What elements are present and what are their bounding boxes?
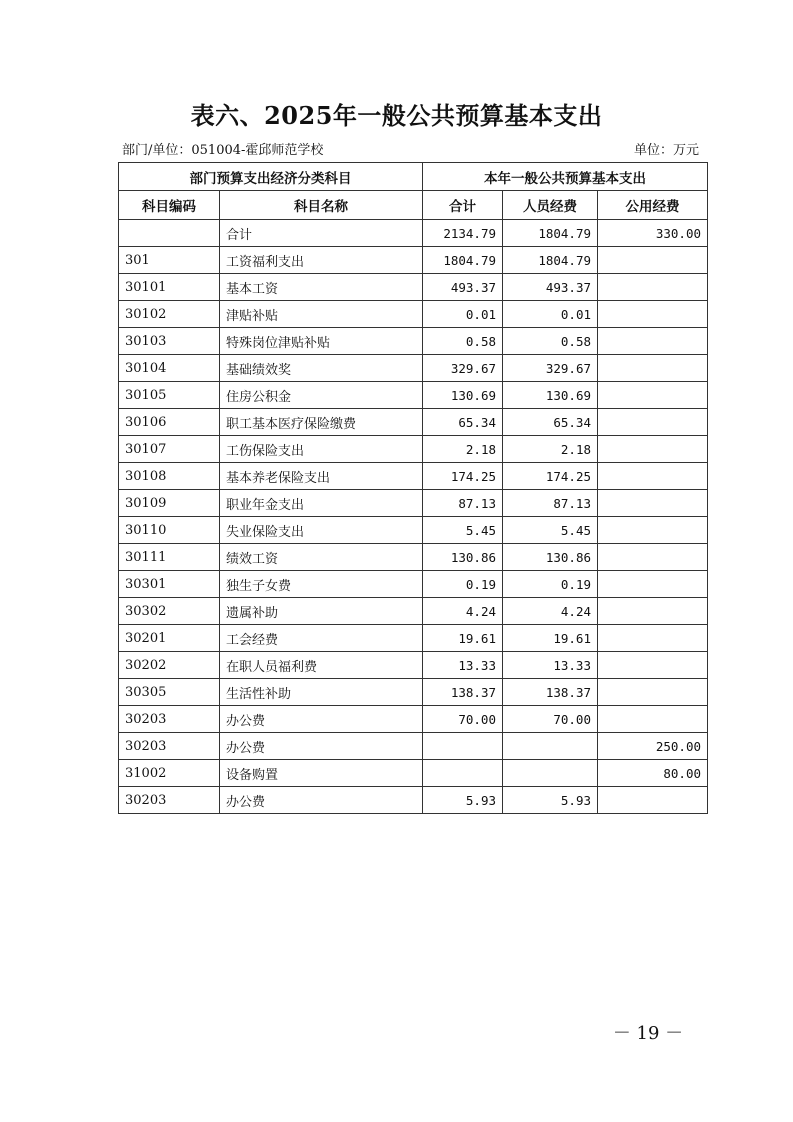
cell-total: 70.00 bbox=[423, 706, 503, 733]
cell-public bbox=[598, 679, 708, 706]
cell-public bbox=[598, 652, 708, 679]
cell-total: 0.01 bbox=[423, 301, 503, 328]
cell-code: 30108 bbox=[119, 463, 220, 490]
cell-public bbox=[598, 409, 708, 436]
cell-total bbox=[423, 733, 503, 760]
cell-public bbox=[598, 436, 708, 463]
cell-public bbox=[598, 787, 708, 814]
cell-personnel: 0.58 bbox=[503, 328, 598, 355]
cell-name: 职业年金支出 bbox=[220, 490, 423, 517]
cell-total bbox=[423, 760, 503, 787]
cell-public: 250.00 bbox=[598, 733, 708, 760]
header-group-left: 部门预算支出经济分类科目 bbox=[119, 163, 423, 191]
cell-code: 30201 bbox=[119, 625, 220, 652]
cell-total: 13.33 bbox=[423, 652, 503, 679]
table-row bbox=[119, 355, 708, 382]
cell-public bbox=[598, 571, 708, 598]
cell-code: 30104 bbox=[119, 355, 220, 382]
cell-name: 合计 bbox=[220, 220, 423, 247]
cell-personnel: 4.24 bbox=[503, 598, 598, 625]
table-row bbox=[119, 544, 708, 571]
cell-total: 174.25 bbox=[423, 463, 503, 490]
cell-personnel: 70.00 bbox=[503, 706, 598, 733]
cell-name: 工伤保险支出 bbox=[220, 436, 423, 463]
cell-name: 独生子女费 bbox=[220, 571, 423, 598]
cell-total: 19.61 bbox=[423, 625, 503, 652]
cell-public bbox=[598, 517, 708, 544]
cell-personnel bbox=[503, 733, 598, 760]
cell-personnel: 329.67 bbox=[503, 355, 598, 382]
cell-code: 301 bbox=[119, 247, 220, 274]
header-group-right: 本年一般公共预算基本支出 bbox=[423, 163, 708, 191]
cell-name: 设备购置 bbox=[220, 760, 423, 787]
cell-personnel: 5.93 bbox=[503, 787, 598, 814]
table-row bbox=[119, 706, 708, 733]
cell-name: 基础绩效奖 bbox=[220, 355, 423, 382]
table-row bbox=[119, 301, 708, 328]
cell-name: 生活性补助 bbox=[220, 679, 423, 706]
cell-code: 30105 bbox=[119, 382, 220, 409]
cell-public bbox=[598, 706, 708, 733]
table-row bbox=[119, 490, 708, 517]
cell-code: 30202 bbox=[119, 652, 220, 679]
cell-public bbox=[598, 490, 708, 517]
cell-personnel: 130.69 bbox=[503, 382, 598, 409]
cell-total: 1804.79 bbox=[423, 247, 503, 274]
cell-personnel: 65.34 bbox=[503, 409, 598, 436]
cell-personnel bbox=[503, 760, 598, 787]
header-row-columns bbox=[119, 191, 708, 220]
cell-code: 30109 bbox=[119, 490, 220, 517]
cell-code: 30101 bbox=[119, 274, 220, 301]
cell-code: 30301 bbox=[119, 571, 220, 598]
cell-public bbox=[598, 328, 708, 355]
cell-personnel: 138.37 bbox=[503, 679, 598, 706]
cell-name: 办公费 bbox=[220, 733, 423, 760]
budget-table bbox=[118, 162, 708, 814]
cell-total: 0.19 bbox=[423, 571, 503, 598]
cell-personnel: 2.18 bbox=[503, 436, 598, 463]
cell-code: 30111 bbox=[119, 544, 220, 571]
cell-code: 30203 bbox=[119, 733, 220, 760]
cell-code: 30110 bbox=[119, 517, 220, 544]
header-total: 合计 bbox=[423, 191, 503, 220]
cell-code: 30103 bbox=[119, 328, 220, 355]
table-row bbox=[119, 247, 708, 274]
cell-code: 30106 bbox=[119, 409, 220, 436]
cell-public bbox=[598, 463, 708, 490]
table-row bbox=[119, 733, 708, 760]
cell-code: 30203 bbox=[119, 787, 220, 814]
cell-personnel: 174.25 bbox=[503, 463, 598, 490]
cell-total: 0.58 bbox=[423, 328, 503, 355]
cell-public bbox=[598, 598, 708, 625]
table-row bbox=[119, 409, 708, 436]
cell-total: 2.18 bbox=[423, 436, 503, 463]
cell-personnel: 0.01 bbox=[503, 301, 598, 328]
table-row bbox=[119, 274, 708, 301]
table-row bbox=[119, 625, 708, 652]
cell-code: 30302 bbox=[119, 598, 220, 625]
cell-public: 330.00 bbox=[598, 220, 708, 247]
cell-total: 5.45 bbox=[423, 517, 503, 544]
cell-public bbox=[598, 247, 708, 274]
cell-code: 31002 bbox=[119, 760, 220, 787]
table-row bbox=[119, 652, 708, 679]
cell-name: 在职人员福利费 bbox=[220, 652, 423, 679]
cell-personnel: 19.61 bbox=[503, 625, 598, 652]
cell-personnel: 5.45 bbox=[503, 517, 598, 544]
table-row bbox=[119, 436, 708, 463]
cell-personnel: 493.37 bbox=[503, 274, 598, 301]
cell-public: 80.00 bbox=[598, 760, 708, 787]
cell-name: 基本养老保险支出 bbox=[220, 463, 423, 490]
cell-total: 138.37 bbox=[423, 679, 503, 706]
page-title: 表六、2025年一般公共预算基本支出 bbox=[190, 101, 603, 130]
cell-personnel: 0.19 bbox=[503, 571, 598, 598]
page-number: － 19 － bbox=[612, 1023, 684, 1044]
cell-total: 65.34 bbox=[423, 409, 503, 436]
cell-name: 住房公积金 bbox=[220, 382, 423, 409]
table-row bbox=[119, 328, 708, 355]
cell-name: 失业保险支出 bbox=[220, 517, 423, 544]
cell-personnel: 1804.79 bbox=[503, 247, 598, 274]
cell-public bbox=[598, 301, 708, 328]
cell-total: 4.24 bbox=[423, 598, 503, 625]
cell-total: 130.86 bbox=[423, 544, 503, 571]
cell-total: 130.69 bbox=[423, 382, 503, 409]
header-name: 科目名称 bbox=[220, 191, 423, 220]
cell-name: 办公费 bbox=[220, 706, 423, 733]
cell-personnel: 130.86 bbox=[503, 544, 598, 571]
cell-code: 30107 bbox=[119, 436, 220, 463]
cell-personnel: 87.13 bbox=[503, 490, 598, 517]
cell-name: 工会经费 bbox=[220, 625, 423, 652]
cell-public bbox=[598, 625, 708, 652]
cell-code: 30203 bbox=[119, 706, 220, 733]
cell-personnel: 1804.79 bbox=[503, 220, 598, 247]
cell-public bbox=[598, 355, 708, 382]
table-row bbox=[119, 220, 708, 247]
cell-public bbox=[598, 544, 708, 571]
cell-code: 30305 bbox=[119, 679, 220, 706]
header-personnel: 人员经费 bbox=[503, 191, 598, 220]
cell-public bbox=[598, 382, 708, 409]
department-label: 部门/单位：051004-霍邱师范学校 bbox=[122, 143, 324, 158]
unit-label: 单位：万元 bbox=[633, 143, 699, 158]
table-row bbox=[119, 517, 708, 544]
cell-name: 遗属补助 bbox=[220, 598, 423, 625]
cell-name: 绩效工资 bbox=[220, 544, 423, 571]
cell-name: 特殊岗位津贴补贴 bbox=[220, 328, 423, 355]
cell-personnel: 13.33 bbox=[503, 652, 598, 679]
cell-name: 基本工资 bbox=[220, 274, 423, 301]
table-row bbox=[119, 571, 708, 598]
cell-name: 办公费 bbox=[220, 787, 423, 814]
cell-name: 津贴补贴 bbox=[220, 301, 423, 328]
table-row bbox=[119, 463, 708, 490]
cell-total: 87.13 bbox=[423, 490, 503, 517]
table-row bbox=[119, 679, 708, 706]
header-code: 科目编码 bbox=[119, 191, 220, 220]
cell-code bbox=[119, 220, 220, 247]
cell-name: 工资福利支出 bbox=[220, 247, 423, 274]
cell-total: 2134.79 bbox=[423, 220, 503, 247]
table-row bbox=[119, 760, 708, 787]
table-row bbox=[119, 382, 708, 409]
cell-public bbox=[598, 274, 708, 301]
cell-total: 329.67 bbox=[423, 355, 503, 382]
cell-total: 5.93 bbox=[423, 787, 503, 814]
cell-code: 30102 bbox=[119, 301, 220, 328]
cell-total: 493.37 bbox=[423, 274, 503, 301]
header-row-group bbox=[119, 163, 708, 191]
table-row bbox=[119, 598, 708, 625]
cell-name: 职工基本医疗保险缴费 bbox=[220, 409, 423, 436]
table-row bbox=[119, 787, 708, 814]
header-public: 公用经费 bbox=[598, 191, 708, 220]
